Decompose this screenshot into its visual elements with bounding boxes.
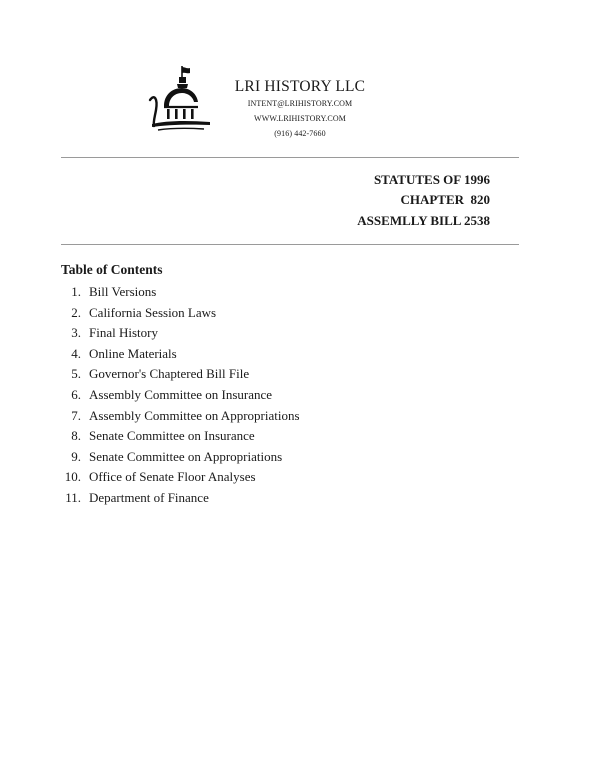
toc-item-senate-floor-analyses[interactable]	[61, 469, 256, 490]
toc-item-governors-chaptered-bill-file[interactable]	[61, 366, 250, 387]
toc-item-number: 11.	[65, 489, 81, 505]
toc-item-senate-committee-appropriations[interactable]	[61, 448, 283, 470]
company-phone: (916) 442-7660	[274, 129, 326, 138]
toc-item-label: Bill Versions	[89, 284, 157, 299]
toc-item-bill-versions[interactable]	[61, 284, 157, 305]
toc-item-label: Department of Finance	[89, 489, 209, 505]
toc-item-label: Final History	[89, 325, 158, 341]
toc-item-label: Assembly Committee on Appropriations	[89, 407, 300, 423]
toc-item-number: 9.	[71, 448, 81, 464]
toc-item-label: Assembly Committee on Insurance	[89, 386, 273, 402]
statute-divider	[61, 244, 519, 245]
toc-item-label: Online Materials	[89, 345, 177, 361]
toc-item-label: Senate Committee on Appropriations	[89, 448, 283, 464]
toc-item-assembly-committee-insurance[interactable]	[61, 386, 273, 408]
toc-item-number: 4.	[71, 345, 81, 361]
toc-item-senate-committee-insurance[interactable]	[61, 428, 255, 449]
toc-item-number: 10.	[64, 469, 81, 485]
toc-item-number: 7.	[71, 407, 81, 423]
statute-year: STATUTES OF 1996	[373, 172, 490, 187]
company-email[interactable]: INTENT@LRIHISTORY.COM	[247, 99, 353, 108]
statute-chapter: CHAPTER 820	[400, 192, 490, 207]
toc-item-number: 3.	[71, 325, 81, 341]
toc-item-number: 8.	[71, 428, 81, 444]
toc-item-final-history[interactable]	[61, 325, 158, 346]
company-name: LRI HISTORY LLC	[234, 78, 366, 95]
company-website[interactable]: WWW.LRIHISTORY.COM	[254, 114, 346, 123]
toc-title: Table of Contents	[61, 262, 163, 277]
statute-bill: ASSEMLLY BILL 2538	[357, 213, 490, 228]
toc-item-department-of-finance[interactable]	[61, 489, 209, 511]
toc-item-california-session-laws[interactable]	[61, 304, 217, 326]
toc-item-number: 6.	[71, 386, 81, 402]
toc-item-label: California Session Laws	[89, 304, 217, 320]
toc-item-label: Office of Senate Floor Analyses	[89, 469, 256, 485]
toc-item-assembly-committee-appropriations[interactable]	[61, 407, 300, 429]
toc-list	[61, 284, 300, 511]
toc-item-number: 1.	[71, 284, 81, 299]
toc-item-label: Senate Committee on Insurance	[89, 428, 255, 444]
toc-item-number: 5.	[71, 366, 81, 382]
toc-item-number: 2.	[71, 304, 81, 320]
toc-item-label: Governor's Chaptered Bill File	[89, 366, 250, 382]
header-divider	[61, 157, 519, 158]
toc-item-online-materials[interactable]	[61, 345, 177, 367]
